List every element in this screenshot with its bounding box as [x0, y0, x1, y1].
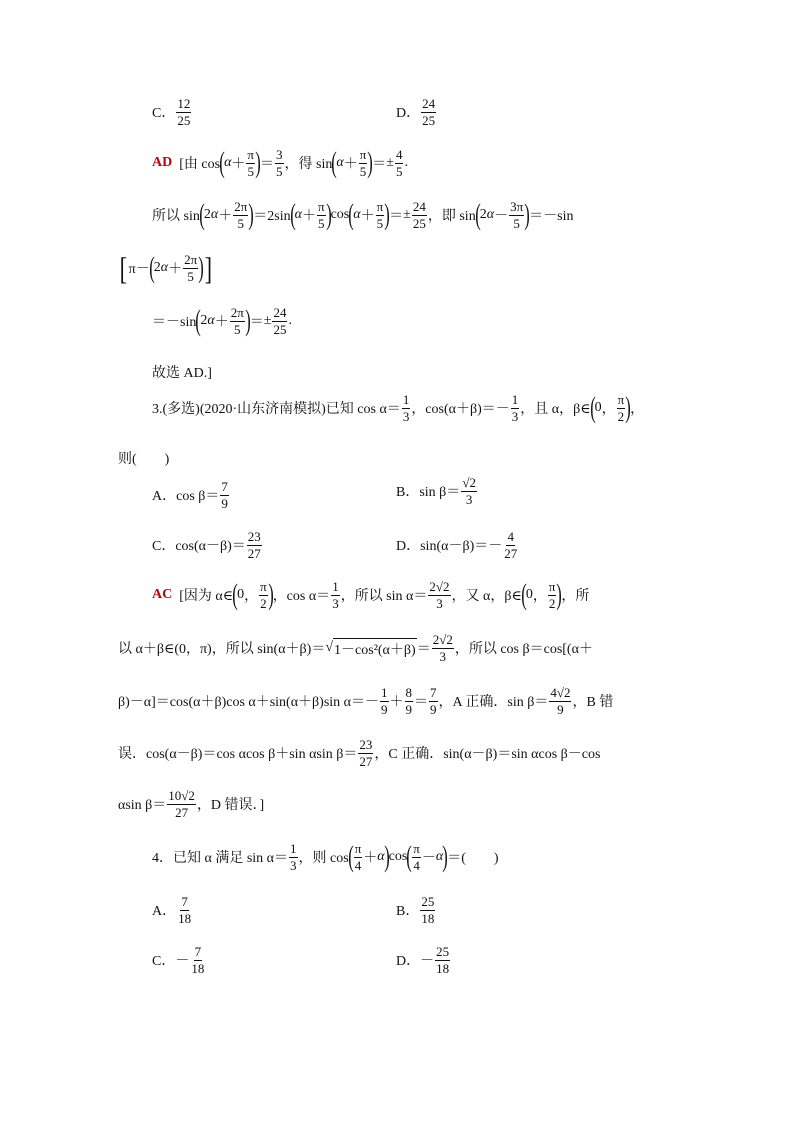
text: ，则 cos [298, 851, 349, 867]
text: ，A 正确．sin β＝ [438, 695, 549, 711]
fraction: $\frac{24}{25}$ [422, 96, 436, 128]
text: ，且 α，β∈ [520, 402, 591, 418]
q3-stem: 3.(多选)(2020·山东济南模拟)已知 cos α＝ $\frac{1}{3}$ ，cos(α＋β)＝－ $\frac{1}{3}$ ，且 α，β∈ ( 0 ， $\frac{\pi}{2}$ ) ， [152, 391, 645, 425]
text: ，所以 cos β＝cos[(α＋ [454, 642, 593, 658]
text: 则( ) [118, 452, 170, 467]
option-label: C．cos(α－β)＝ [152, 539, 246, 555]
q4-option-b: B． $\frac{25}{18}$ [396, 894, 435, 926]
text: ，又 α，β∈ [451, 589, 522, 605]
option-label: D． [396, 106, 421, 122]
q2-solution-line4: ＝－sin ( 2 α ＋ $\frac{2\pi}{5}$ ) ＝ ± $\frac{24}{25}$ . [152, 304, 292, 338]
q3-option-a: A．cos β＝ $\frac{7}{9}$ [152, 479, 228, 511]
q3-option-c: C．cos(α－β)＝ $\frac{23}{27}$ [152, 529, 261, 561]
text: 误．cos(α－β)＝cos αcos β＋sin αsin β＝ [118, 747, 358, 763]
q4-option-a: A． $\frac{7}{18}$ [152, 894, 192, 926]
q3-solution-line5: αsin β＝ $\frac{10√2}{27}$ ，D 错误．] [118, 788, 265, 820]
text: 所以 sin [152, 209, 200, 225]
option-label: A． [152, 904, 177, 920]
text: β)－α]＝cos(α＋β)cos α＋sin(α＋β)sin α＝－ [118, 695, 380, 711]
text: αsin β＝ [118, 798, 167, 814]
option-label: A．cos β＝ [152, 489, 220, 505]
option-label: D．－ [396, 954, 435, 970]
text: ，所以 sin α＝ [340, 589, 428, 605]
text: ＝－sin [152, 315, 197, 331]
text: 以 α＋β∈(0，π)，所以 sin(α＋β)＝ [118, 642, 326, 658]
text: ＋ [389, 695, 404, 711]
text: ，得 sin [284, 157, 333, 173]
text: 故选 AD.] [152, 366, 212, 381]
q3-solution-line2: 以 α＋β∈(0，π)，所以 sin(α＋β)＝ √ 1－cos²(α＋β) ＝ $\frac{2√2}{3}$ ，所以 cos β＝cos[(α＋ [118, 632, 593, 664]
q2-solution-line5 [152, 362, 212, 382]
text: π－ [128, 262, 150, 277]
option-label: B．sin β＝ [396, 485, 461, 501]
fraction: $\frac{12}{25}$ [177, 96, 191, 128]
text: [由 cos [179, 157, 221, 173]
q2-solution-line2: 所以 sin ( 2 α ＋ $\frac{2\pi}{5}$ ) ＝2sin ( α ＋ $\frac{\pi}{5}$ ) cos ( α ＋ $\frac{\pi}{5}$ ) ＝ ± $\frac{24}{25}$ ，即 sin ( 2 α － $\frac{3\pi}{5}$ ) ＝－sin [152, 198, 574, 232]
text: ，D 错误．] [196, 798, 265, 814]
radicand: 1－cos²(α＋β) [333, 638, 417, 659]
q3-solution-line4: 误．cos(α－β)＝cos αcos β＋sin αsin β＝ $\frac{23}{27}$ ，C 正确．sin(α－β)＝sin αcos β－cos [118, 737, 601, 769]
text: ，所 [561, 589, 590, 605]
q3-option-d: D．sin(α－β)＝－ $\frac{4}{27}$ [396, 529, 518, 561]
answer-label: AC [152, 587, 173, 603]
q3-option-b: B．sin β＝ $\frac{√2}{3}$ [396, 475, 476, 507]
option-d-row [396, 97, 437, 127]
q3-stem-then [118, 448, 169, 468]
q3-solution-line3: β)－α]＝cos(α＋β)cos α＋sin(α＋β)sin α＝－ $\frac{1}{9}$ ＋ $\frac{8}{9}$ ＝ $\frac{7}{9}$ ，A 正确．sin β＝ $\frac{4√2}{9}$ ，B 错 [118, 685, 614, 717]
option-label: C． [152, 106, 176, 122]
text: ＝－sin [529, 209, 574, 225]
text: ，cos α＝ [272, 589, 331, 605]
text: 4．已知 α 满足 sin α＝ [152, 851, 289, 867]
text: ＝( ) [447, 851, 499, 867]
text: 3.(多选)(2020·山东济南模拟)已知 cos α＝ [152, 402, 401, 418]
option-label: D．sin(α－β)＝－ [396, 539, 503, 555]
text: cos [388, 849, 408, 865]
q4-option-d: D．－ $\frac{25}{18}$ [396, 944, 450, 976]
q4-option-c: C．－ $\frac{7}{18}$ [152, 944, 205, 976]
text: [因为 α∈ [179, 589, 234, 605]
text: ＝2sin [253, 209, 291, 225]
text: ，C 正确．sin(α－β)＝sin αcos β－cos [374, 747, 601, 763]
text: ，B 错 [572, 695, 614, 711]
answer-label: AD [152, 155, 173, 171]
option-label: B． [396, 904, 420, 920]
option-c-row [152, 97, 192, 127]
text: ，cos(α＋β)＝－ [411, 402, 510, 418]
q3-solution-line1: AC [因为 α∈ ( 0 ， $\frac{\pi}{2}$ ) ，cos α＝ $\frac{1}{3}$ ，所以 sin α＝ $\frac{2√2}{3}$ ，又 α，β∈ ( 0 ， $\frac{\pi}{2}$ ) ，所 [152, 578, 590, 612]
text: ，即 sin [427, 209, 476, 225]
q4-stem: 4．已知 α 满足 sin α＝ $\frac{1}{3}$ ，则 cos ( $\frac{\pi}{4}$ ＋ α ) cos ( $\frac{\pi}{4}$ － α ) ＝( ) [152, 840, 499, 874]
q2-solution-line1: AD [由 cos ( α ＋ $\frac{\pi}{5}$ ) ＝ $\frac{3}{5}$ ，得 sin ( α ＋ $\frac{\pi}{5}$ ) ＝ ± $\frac{4}{5}$ . [152, 146, 408, 180]
q2-solution-line3: [ π－ ( 2 α ＋ $\frac{2\pi}{5}$ ) ] [119, 250, 213, 286]
option-label: C．－ [152, 954, 190, 970]
text: cos [330, 207, 350, 223]
